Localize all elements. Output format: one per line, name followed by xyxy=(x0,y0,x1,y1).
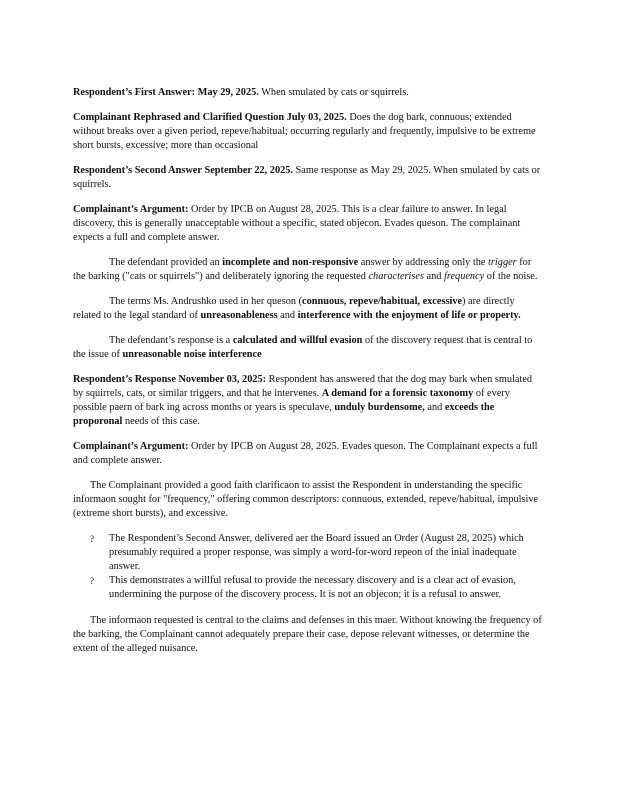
bullet-marker: ? xyxy=(90,576,94,586)
document-page xyxy=(73,86,543,667)
bullet-text: The Respondent’s Second Answer, delivered aer the Board issued an Order (August 28, 2025) which presumably required a proper response, was simply a word-for-word repeon of the inial inadequate answer. xyxy=(109,533,524,572)
bullet-list xyxy=(90,532,543,602)
text-run: for the barking ("cats or squirrels") and deliberately ignoring the requested xyxy=(73,257,532,282)
argument-text: Order by IPCB on August 28, 2025. Evades queson. The Complainant expects a full and complete answer. xyxy=(73,441,538,466)
text-run: needs of this case. xyxy=(124,416,200,427)
complainant-argument-2 xyxy=(73,440,543,468)
text-run: of every possible paern of bark ing across months or years is speculave, xyxy=(73,388,510,413)
section-label: Complainant’s Argument: xyxy=(73,441,189,452)
text-run: The informaon requested is central to the claims and defenses in this maer. Without knowing the frequency of the barking, the Complainant cannot adequately prepare their case, depose relevant witnesses, or determine the extent of the alleged nuisance. xyxy=(73,615,542,654)
respondent-first-answer xyxy=(73,86,543,100)
section-label: Respondent’s Response November 03, 2025: xyxy=(73,374,267,385)
argument-text: Order by IPCB on August 28, 2025. This is a clear failure to answer. In legal discovery, this is generally unacceptable without a specific, stated objecon. Evades queson. The complainant expects a full and complete answer. xyxy=(73,204,521,243)
paragraph-legal-standard xyxy=(73,295,543,323)
text-run: answer by addressing only the xyxy=(360,257,486,268)
section-date: September 22, 2025. xyxy=(204,165,293,176)
bold-run: unreasonable noise interference xyxy=(122,349,262,360)
bold-run: calculated and willful evasion xyxy=(232,335,363,346)
section-label: Complainant Rephrased and Clarified Question xyxy=(73,112,285,123)
paragraph-information-central xyxy=(73,614,543,656)
bold-run: exceeds the proporonal xyxy=(73,402,495,427)
answer-text: Same response as May 29, 2025. When smulated by cats or squirrels. xyxy=(73,165,541,190)
complainant-clarified-question xyxy=(73,111,543,153)
bullet-item xyxy=(90,532,543,574)
respondent-response-november xyxy=(73,373,543,429)
section-label: Respondent’s Second Answer xyxy=(73,165,202,176)
text-run: and xyxy=(427,402,443,413)
paragraph-incomplete-response xyxy=(73,256,543,284)
bold-run: incomplete and non-responsive xyxy=(222,257,359,268)
italic-run: frequency xyxy=(444,271,485,282)
section-label: Respondent’s First Answer: xyxy=(73,87,196,98)
text-run: and xyxy=(280,310,296,321)
section-label: Complainant’s Argument: xyxy=(73,204,189,215)
bold-run: A demand for a forensic taxonomy xyxy=(321,388,474,399)
bold-run: unduly burdensome, xyxy=(334,402,425,413)
respondent-second-answer xyxy=(73,164,543,192)
text-run: ) are directly related to the legal standard of xyxy=(73,296,515,321)
italic-run: trigger xyxy=(488,257,517,268)
section-date: July 03, 2025. xyxy=(286,112,347,123)
text-run: The terms Ms. Andrushko used in her queson ( xyxy=(109,296,303,307)
paragraph-willful-evasion xyxy=(73,334,543,362)
complainant-argument-1 xyxy=(73,203,543,245)
bold-run: unreasonableness xyxy=(200,310,278,321)
bullet-marker: ? xyxy=(90,534,94,544)
bullet-item xyxy=(90,574,543,602)
bold-run: interference with the enjoyment of life or property. xyxy=(297,310,521,321)
section-date: May 29, 2025. xyxy=(197,87,259,98)
text-run: Respondent has answered that the dog may bark when smulated by squirrels, cats, or similar triggers, and that he intervenes. xyxy=(73,374,533,399)
question-text: Does the dog bark, connuous; extended without breaks over a given period, repeve/habitual; occurring regularly and frequently, impulsive to be extreme short bursts, excessive; more than occasional xyxy=(73,112,536,151)
text-run: of the noise. xyxy=(486,271,538,282)
italic-run: characterises xyxy=(368,271,424,282)
text-run: of the discovery request that is central to the issue of xyxy=(73,335,533,360)
text-run: and xyxy=(426,271,442,282)
paragraph-good-faith xyxy=(73,479,543,521)
answer-text: When smulated by cats or squirrels. xyxy=(261,87,409,98)
text-run: The defendant’s response is a xyxy=(109,335,231,346)
bold-run: connuous, repeve/habitual, excessive xyxy=(302,296,463,307)
bullet-text: This demonstrates a willful refusal to provide the necessary discovery and is a clear act of evasion, undermining the purpose of the discovery process. It is not an objecon; it is a refusal to answer. xyxy=(109,575,516,600)
text-run: The Complainant provided a good faith clarificaon to assist the Respondent in understanding the specific informaon sought for "frequency," offering common descriptors: connuous, extended, repeve/habitual, impulsive (extreme short bursts), and excessive. xyxy=(73,480,539,519)
text-run: The defendant provided an xyxy=(109,257,220,268)
